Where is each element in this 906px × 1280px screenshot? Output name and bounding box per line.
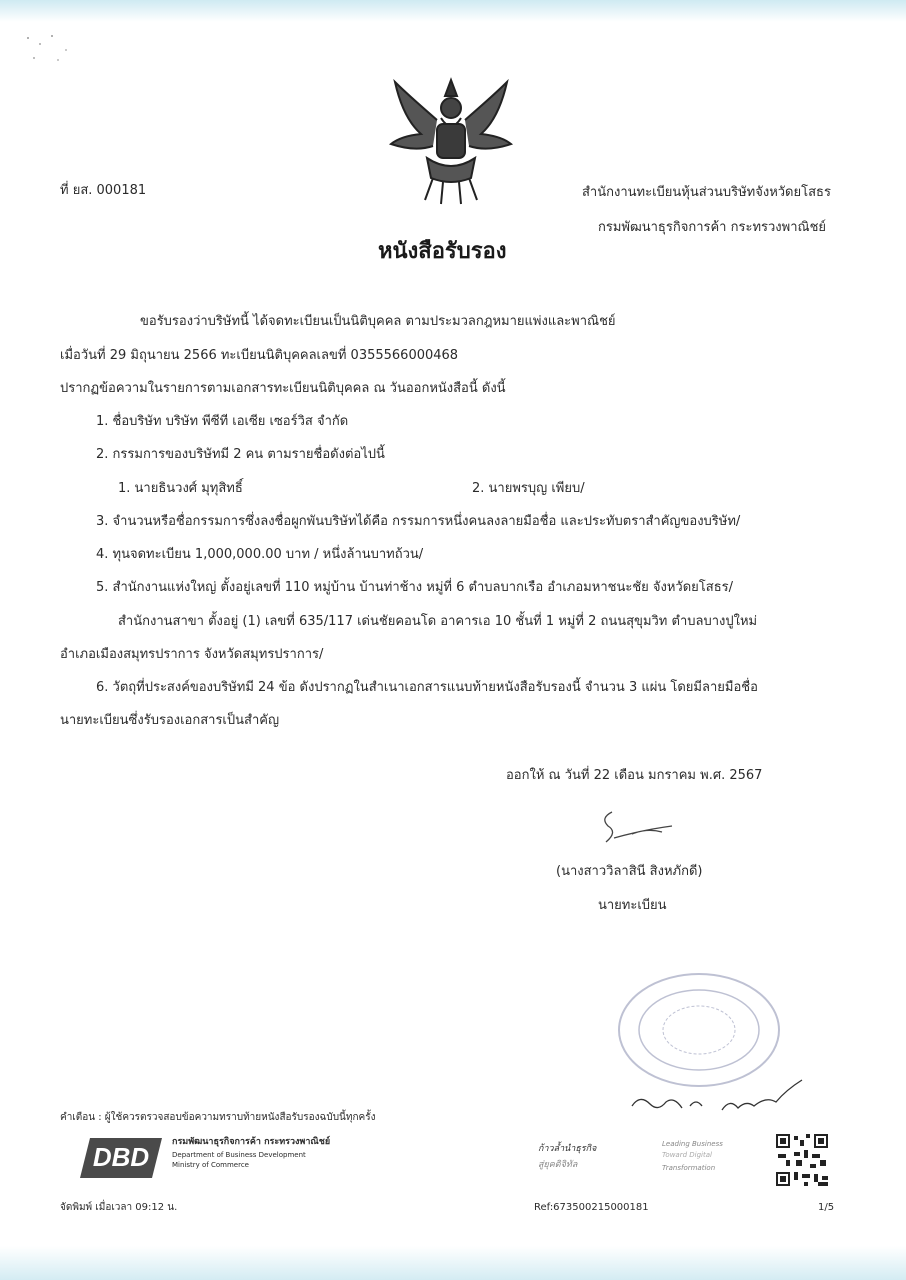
dbd-logo-text: DBD bbox=[92, 1142, 150, 1172]
registrar-name: (นางสาววิลาสินี สิงหภักดี) bbox=[556, 864, 703, 879]
item-objectives-cont: นายทะเบียนซึ่งรับรองเอกสารเป็นสำคัญ bbox=[60, 713, 280, 728]
slogan-en-line3: Transformation bbox=[662, 1164, 716, 1172]
registrar-signature bbox=[592, 800, 692, 850]
page-number: 1/5 bbox=[818, 1202, 835, 1213]
bottom-scan-band bbox=[0, 1246, 906, 1280]
registrar-title: นายทะเบียน bbox=[598, 898, 667, 913]
item-signing-authority: 3. จำนวนหรือชื่อกรรมการซึ่งลงชื่อผูกพันบริษัทได้คือ กรรมการหนึ่งคนลงลายมือชื่อ และประทับตราสำคัญของบริษัท/ bbox=[96, 514, 741, 529]
item-head-office: 5. สำนักงานแห่งใหญ่ ตั้งอยู่เลขที่ 110 หมู่บ้าน บ้านท่าช้าง หมู่ที่ 6 ตำบลบากเรือ อำเภอมหาชนะชัย จังหวัดยโสธร/ bbox=[96, 580, 733, 595]
slogan-en-line2: Toward Digital bbox=[662, 1151, 712, 1159]
dbd-name-th: กรมพัฒนาธุรกิจการค้า กระทรวงพาณิชย์ bbox=[172, 1137, 331, 1147]
director-2: 2. นายพรบุญ เพียบ/ bbox=[472, 481, 585, 496]
reference-number: ที่ ยส. 000181 bbox=[60, 183, 147, 198]
print-time: จัดพิมพ์ เมื่อเวลา 09:12 น. bbox=[60, 1202, 178, 1213]
item-objectives: 6. วัตถุที่ประสงค์ของบริษัทมี 24 ข้อ ดังปรากฏในสำเนาเอกสารแนบท้ายหนังสือรับรองนี้ จำนวน 3 แผ่น โดยมีลายมือชื่อ bbox=[96, 680, 758, 695]
item-branch-office-cont: อำเภอเมืองสมุทรปราการ จังหวัดสมุทรปราการ/ bbox=[60, 647, 324, 662]
top-scan-band bbox=[0, 0, 906, 22]
department-name: กรมพัฒนาธุรกิจการค้า กระทรวงพาณิชย์ bbox=[598, 220, 827, 235]
director-1: 1. นายธินวงศ์ มุทุสิทธิ์ bbox=[118, 481, 243, 496]
qr-code-icon bbox=[774, 1132, 830, 1188]
dbd-name-en: Department of Business Development bbox=[172, 1151, 306, 1159]
reference-code: Ref:673500215000181 bbox=[534, 1202, 649, 1213]
item-company-name: 1. ชื่อบริษัท บริษัท พีซีที เอเซีย เซอร์วิส จำกัด bbox=[96, 414, 349, 429]
office-name: สำนักงานทะเบียนหุ้นส่วนบริษัทจังหวัดยโสธร bbox=[582, 185, 831, 200]
item-branch-office: สำนักงานสาขา ตั้งอยู่ (1) เลขที่ 635/117 เด่นชัยคอนโด อาคารเอ 10 ชั้นที่ 1 หมู่ที่ 2 ถนนสุขุมวิท ตำบลบางปูใหม่ bbox=[118, 614, 758, 629]
certification-paragraph-2: เมื่อวันที่ 29 มิถุนายน 2566 ทะเบียนนิติบุคคลเลขที่ 0355566000468 bbox=[60, 348, 459, 363]
director-signatures bbox=[626, 1076, 806, 1128]
slogan-th-line2: สู่ยุคดิจิทัล bbox=[538, 1160, 578, 1170]
certification-paragraph-1: ขอรับรองว่าบริษัทนี้ ได้จดทะเบียนเป็นนิติบุคคล ตามประมวลกฎหมายแพ่งและพาณิชย์ bbox=[140, 314, 616, 329]
item-directors: 2. กรรมการของบริษัทมี 2 คน ตามรายชื่อดังต่อไปนี้ bbox=[96, 447, 385, 462]
garuda-emblem-icon bbox=[387, 74, 515, 208]
ministry-name-en: Ministry of Commerce bbox=[172, 1161, 249, 1169]
document-title: หนังสือรับรอง bbox=[378, 239, 507, 264]
scan-speckle bbox=[22, 30, 82, 70]
dbd-logo-icon bbox=[76, 1134, 166, 1180]
slogan-th-line1: ก้าวล้ำนำธุรกิจ bbox=[538, 1144, 597, 1154]
item-registered-capital: 4. ทุนจดทะเบียน 1,000,000.00 บาท / หนึ่งล้านบาทถ้วน/ bbox=[96, 547, 424, 562]
warning-note: คำเตือน : ผู้ใช้ควรตรวจสอบข้อความทราบท้ายหนังสือรับรองฉบับนี้ทุกครั้ง bbox=[60, 1112, 376, 1123]
certification-paragraph-3: ปรากฏข้อความในรายการตามเอกสารทะเบียนนิติบุคคล ณ วันออกหนังสือนี้ ดังนี้ bbox=[60, 381, 506, 396]
issue-date: ออกให้ ณ วันที่ 22 เดือน มกราคม พ.ศ. 2567 bbox=[506, 768, 763, 783]
company-seal-stamp bbox=[614, 968, 784, 1092]
slogan-en-line1: Leading Business bbox=[662, 1140, 723, 1148]
